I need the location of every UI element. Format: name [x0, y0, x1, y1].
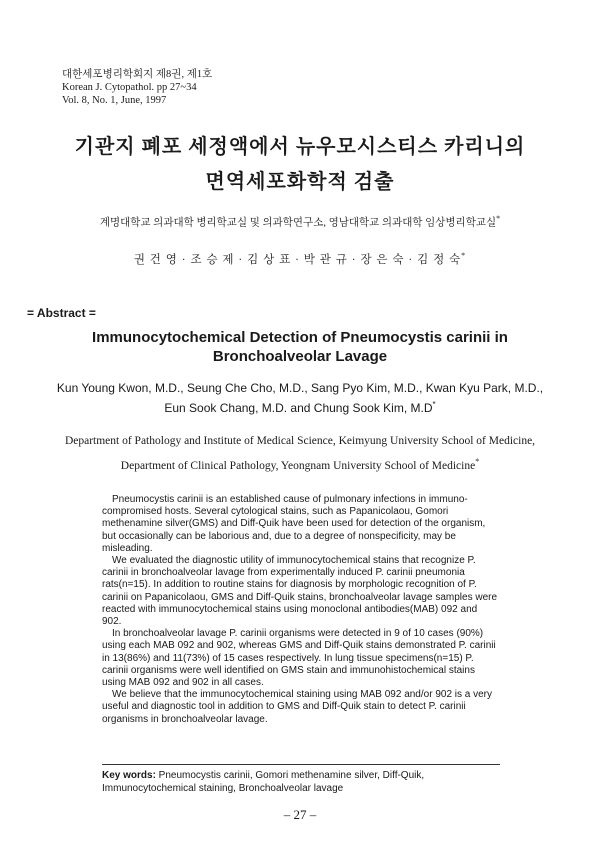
- keywords-text: Pneumocystis carinii, Gomori methenamine silver, Diff-Quik, Immunocytochemical staining, Bronchoalveolar lavage: [102, 770, 425, 794]
- journal-korean-line: 대한세포병리학회지 제8권, 제1호: [62, 69, 213, 80]
- page-number: – 27 –: [283, 807, 317, 822]
- abstract-body: [102, 494, 498, 726]
- english-title-line2: Bronchoalveolar Lavage: [212, 348, 388, 365]
- english-affiliation-line2-text: Department of Clinical Pathology, Yeongnam University School of Medicine: [120, 459, 476, 472]
- abstract-paragraph-4: We believe that the immunocytochemical staining using MAB 092 and/or 902 is a very useful and diagnostic tool in addition to GMS and Diff-Quik stain to detect P. carinii organisms in bronchoalveolar lavage.: [102, 689, 493, 725]
- keywords-label: Key words:: [102, 770, 156, 781]
- korean-affiliation-asterisk: *: [496, 214, 501, 223]
- english-authors-line2: [0, 400, 600, 415]
- abstract-paragraph-3: In bronchoalveolar lavage P. carinii organisms were detected in 9 of 10 cases (90%) using each MAB 092 and 902, whereas GMS and Diff-Quik stains demonstrated P. carinii in 13(86%) and 11(73%) of 15 cases respectively. In lung tissue specimens(n=15) P. carinii organisms were well identified on GMS stain and immunohistochemical stains using MAB 092 and 902 in all cases.: [102, 628, 496, 689]
- korean-authors-asterisk: *: [461, 251, 467, 261]
- journal-citation: [62, 68, 212, 107]
- english-authors-line1: Kun Young Kwon, M.D., Seung Che Cho, M.D., Sang Pyo Kim, M.D., Kwan Kyu Park, M.D.,: [56, 381, 544, 395]
- english-affiliation-line2: [0, 457, 600, 472]
- abstract-paragraph-1: Pneumocystis carinii is an established cause of pulmonary infections in immuno-compromised hosts. Several cytological stains, such as Papanicolaou, Gomori methenamine silver(GMS) and Diff-Quik have been used for detection of the organism, but occasionally can be laborious and, due to a degree of nonspecificity, may be misleading.: [102, 494, 486, 554]
- korean-authors-text: 권 건 영 · 조 승 제 · 김 상 표 · 박 관 규 · 장 은 숙 · 김 정 숙: [133, 254, 462, 266]
- english-affiliation-asterisk: *: [475, 457, 480, 466]
- keywords-divider: [102, 764, 500, 765]
- english-affiliation-line1: Department of Pathology and Institute of Medical Science, Keimyung University School of Medicine,: [64, 435, 536, 447]
- korean-authors: [0, 251, 600, 267]
- english-authors-line2-text: Eun Sook Chang, M.D. and Chung Sook Kim, M.D: [164, 401, 433, 415]
- journal-name-line: Korean J. Cytopathol. pp 27~34: [62, 82, 197, 93]
- english-title-line1: Immunocytochemical Detection of Pneumocystis carinii in: [92, 329, 508, 346]
- korean-affiliation: [0, 214, 600, 230]
- journal-volume-line: Vol. 8, No. 1, June, 1997: [62, 95, 167, 106]
- english-authors-asterisk: *: [432, 400, 436, 409]
- abstract-paragraph-2: We evaluated the diagnostic utility of immunocytochemical stains that recognize P. carinii in bronchoalveolar lavage from experimentally induced P. carinii pneumonia rats(n=15). In addition to routine stains for diagnosis by morphologic recognition of P. carinii on Papanicolaou, GMS and Diff-Quik stains, bronchoalveolar lavage samples were reacted with immunocytochemical stains using monoclonal antibodies(MAB) 092 and 902.: [102, 555, 498, 628]
- keywords: [102, 769, 500, 795]
- korean-affiliation-text: 계명대학교 의과대학 병리학교실 및 의과학연구소, 영남대학교 의과대학 임상병리학교실: [99, 217, 497, 229]
- abstract-heading: = Abstract =: [27, 306, 96, 320]
- korean-title-line1: 기관지 폐포 세정액에서 뉴우모시스티스 카리니의: [74, 136, 526, 158]
- korean-title-line2: 면역세포화학적 검출: [205, 171, 395, 193]
